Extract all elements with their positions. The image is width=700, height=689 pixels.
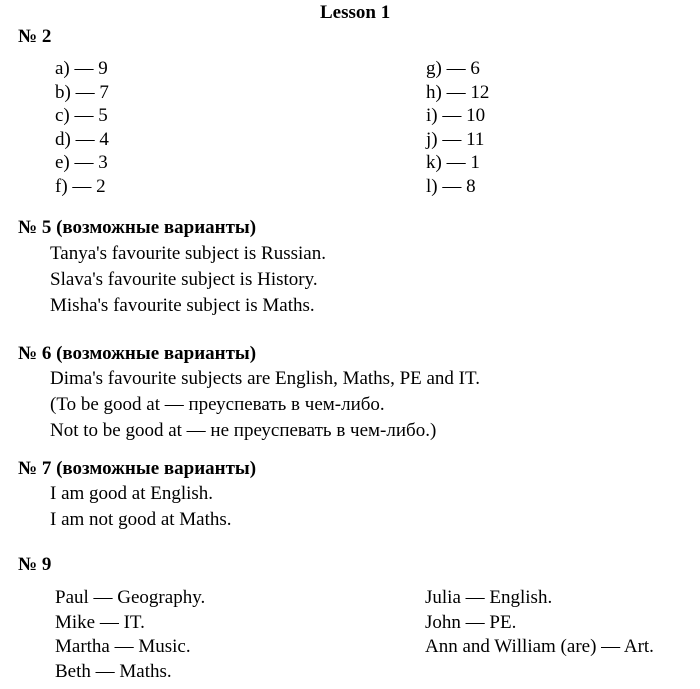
answer-item: j) — 11 xyxy=(426,128,485,150)
page-title: Lesson 1 xyxy=(320,2,391,23)
answer-line: Not to be good at — не преуспевать в чем-либо.) xyxy=(50,420,437,441)
exercise-7-heading: № 7 (возможные варианты) xyxy=(18,458,257,479)
exercise-2-heading: № 2 xyxy=(18,26,52,47)
answer-line: Misha's favourite subject is Maths. xyxy=(50,295,315,316)
answer-item: k) — 1 xyxy=(426,152,480,173)
answer-item: d) — 4 xyxy=(55,128,109,150)
answer-line: Dima's favourite subjects are English, Maths, PE and IT. xyxy=(50,368,480,389)
answer-item: a) — 9 xyxy=(55,58,108,79)
answer-line: Martha — Music. xyxy=(55,636,191,657)
answer-item: i) — 10 xyxy=(426,105,486,126)
answer-line: I am good at English. xyxy=(50,483,214,504)
answer-line: Tanya's favourite subject is Russian. xyxy=(50,243,326,264)
answer-item: g) — 6 xyxy=(426,58,480,79)
answer-line: Beth — Maths. xyxy=(55,660,172,682)
answer-line: (To be good at — преуспевать в чем-либо. xyxy=(50,394,385,415)
answer-item: c) — 5 xyxy=(55,105,108,126)
exercise-5-heading: № 5 (возможные варианты) xyxy=(18,217,257,238)
answer-line: Ann and William (are) — Art. xyxy=(425,636,654,657)
answer-line: Paul — Geography. xyxy=(55,587,206,608)
answer-item: l) — 8 xyxy=(426,175,476,197)
answer-item: f) — 2 xyxy=(55,175,106,197)
answer-line: John — PE. xyxy=(425,611,517,633)
exercise-6-heading: № 6 (возможные варианты) xyxy=(18,343,257,364)
answer-item: b) — 7 xyxy=(55,81,109,103)
answer-line: Julia — English. xyxy=(425,587,553,608)
answer-line: Slava's favourite subject is History. xyxy=(50,269,318,290)
answer-line: I am not good at Maths. xyxy=(50,509,232,530)
answer-item: h) — 12 xyxy=(426,81,490,103)
exercise-9-heading: № 9 xyxy=(18,554,52,575)
answer-line: Mike — IT. xyxy=(55,611,145,633)
answer-item: e) — 3 xyxy=(55,152,108,173)
